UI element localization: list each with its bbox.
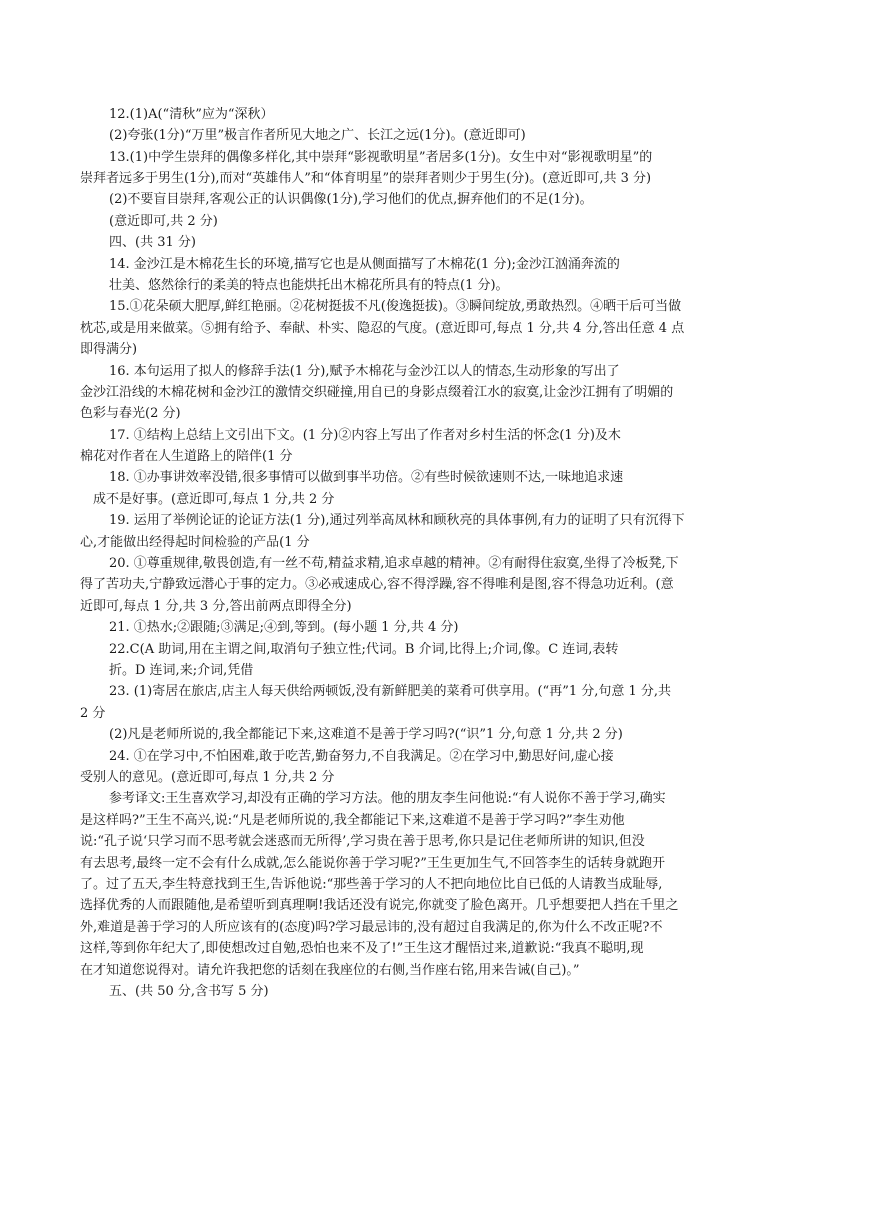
text-line: 近即可,每点 1 分,共 3 分,答出前两点即得全分) bbox=[80, 599, 352, 614]
text-line: 说:“孔子说‘只学习而不思考就会迷惑而无所得’,学习贵在善于思考,你只是记住老师所讲的知识,但没 bbox=[80, 834, 645, 849]
text-line: 16. 本句运用了拟人的修辞手法(1 分),赋予木棉花与金沙江以人的情态,生动形象的写出了 bbox=[109, 364, 620, 379]
text-line: 在才知道您说得对。请允许我把您的话刻在我座位的右侧,当作座右铭,用来告诫(自己)。” bbox=[80, 963, 580, 978]
text-line: 这样,等到你年纪大了,即使想改过自勉,恐怕也来不及了!”王生这才醒悟过来,道歉说:“我真不聪明,现 bbox=[80, 941, 644, 956]
text-line: 14. 金沙江是木棉花生长的环境,描写它也是从侧面描写了木棉花(1 分);金沙江汹涌奔流的 bbox=[109, 257, 620, 272]
text-line: 得了苦功夫,宁静致远潜心于事的定力。③必戒速成心,容不得浮躁,容不得唯利是图,容不得急功近利。(意 bbox=[80, 577, 674, 592]
text-line: 心,才能做出经得起时间检验的产品(1 分 bbox=[80, 535, 310, 550]
text-line: 成不是好事。(意近即可,每点 1 分,共 2 分 bbox=[93, 492, 335, 507]
text-line: 棉花对作者在人生道路上的陪伴(1 分 bbox=[80, 449, 293, 464]
text-line: 外,难道是善于学习的人所应该有的(态度)吗?学习最忌讳的,没有超过自我满足的,你为什么不改正呢?不 bbox=[80, 920, 663, 935]
text-line: 17. ①结构上总结上文引出下文。(1 分)②内容上写出了作者对乡村生活的怀念(1 分)及木 bbox=[109, 428, 621, 443]
text-line: (2)不要盲目崇拜,客观公正的认识偶像(1分),学习他们的优点,摒弃他们的不足(1分)。 bbox=[109, 192, 593, 207]
text-line: 2 分 bbox=[80, 706, 106, 721]
text-line: 是这样吗?”王生不高兴,说:“凡是老师所说的,我全都能记下来,这难道不是善于学习吗?”李生劝他 bbox=[80, 813, 625, 828]
text-line: 选择优秀的人而跟随他,是希望听到真理啊!我话还没有说完,你就变了脸色离开。几乎想要把人挡在千里之 bbox=[80, 898, 679, 913]
section-heading: 四、(共 31 分) bbox=[109, 235, 196, 250]
text-line: 即得满分) bbox=[80, 342, 138, 357]
text-line: 色彩与春光(2 分) bbox=[80, 406, 181, 421]
text-line: 崇拜者远多于男生(1分),而对“英雄伟人”和“体育明星”的崇拜者则少于男生(分)。(意近即可,共 3 分) bbox=[80, 171, 652, 186]
text-line: 金沙江沿线的木棉花树和金沙江的激情交织碰撞,用自已的身影点缀着江水的寂寞,让金沙江拥有了明媚的 bbox=[80, 385, 674, 400]
text-line: 18. ①办事讲效率没错,很多事情可以做到事半功倍。②有些时候欲速则不达,一味地追求速 bbox=[109, 470, 624, 485]
text-line: 19. 运用了举例论证的论证方法(1 分),通过列举高凤林和顾秋亮的具体事例,有力的证明了只有沉得下 bbox=[109, 513, 685, 528]
text-line: 15.①花朵硕大肥厚,鲜红艳丽。②花树挺拔不凡(俊逸挺拔)。③瞬间绽放,勇敢热烈。④晒干后可当做 bbox=[109, 299, 682, 314]
text-line: 24. ①在学习中,不怕困难,敢于吃苦,勤奋努力,不自我满足。②在学习中,勤思好问,虚心接 bbox=[109, 749, 614, 764]
text-line: (意近即可,共 2 分) bbox=[109, 214, 218, 229]
text-line: (2)凡是老师所说的,我全都能记下来,这难道不是善于学习吗?(“识”1 分,句意 1 分,共 2 分) bbox=[109, 727, 623, 742]
text-line: 12.(1)A(“清秋”应为“深秋） bbox=[109, 107, 274, 122]
text-line: 受别人的意见。(意近即可,每点 1 分,共 2 分 bbox=[80, 770, 335, 785]
text-line: 21. ①热水;②跟随;③满足;④到,等到。(每小题 1 分,共 4 分) bbox=[109, 620, 459, 635]
text-line: 枕芯,或是用来做菜。⑤拥有给予、奉献、朴实、隐忍的气度。(意近即可,每点 1 分,共 4 分,答出任意 4 点 bbox=[80, 321, 685, 336]
text-line: (2)夸张(1分)“万里”极言作者所见大地之广、长江之远(1分)。(意近即可) bbox=[109, 128, 526, 143]
text-line: 13.(1)中学生崇拜的偶像多样化,其中崇拜“影视歌明星”者居多(1分)。女生中对“影视歌明星”的 bbox=[109, 150, 653, 165]
text-line: 有去思考,最终一定不会有什么成就,怎么能说你善于学习呢?”王生更加生气,不回答李生的话转身就跑开 bbox=[80, 856, 666, 871]
text-line: 折。D 连词,来;介词,凭借 bbox=[109, 663, 254, 678]
text-line: 壮美、悠然徐行的柔美的特点也能烘托出木棉花所具有的特点(1 分)。 bbox=[109, 278, 509, 293]
section-heading: 五、(共 50 分,含书写 5 分) bbox=[109, 984, 269, 999]
text-line: 参考译文:王生喜欢学习,却没有正确的学习方法。他的朋友李生问他说:“有人说你不善于学习,确实 bbox=[109, 791, 666, 806]
text-line: 22.C(A 助词,用在主谓之间,取消句子独立性;代词。B 介词,比得上;介词,像。C 连词,表转 bbox=[109, 642, 619, 657]
text-line: 了。过了五天,李生特意找到王生,告诉他说:“那些善于学习的人不把向地位比自已低的人请教当成耻辱, bbox=[80, 877, 663, 892]
text-line: 20. ①尊重规律,敬畏创造,有一丝不苟,精益求精,追求卓越的精神。②有耐得住寂寞,坐得了冷板凳,下 bbox=[109, 556, 679, 571]
text-line: 23. (1)寄居在旅店,店主人每天供给两顿饭,没有新鲜肥美的菜肴可供享用。(“再”1 分,句意 1 分,共 bbox=[109, 684, 672, 699]
